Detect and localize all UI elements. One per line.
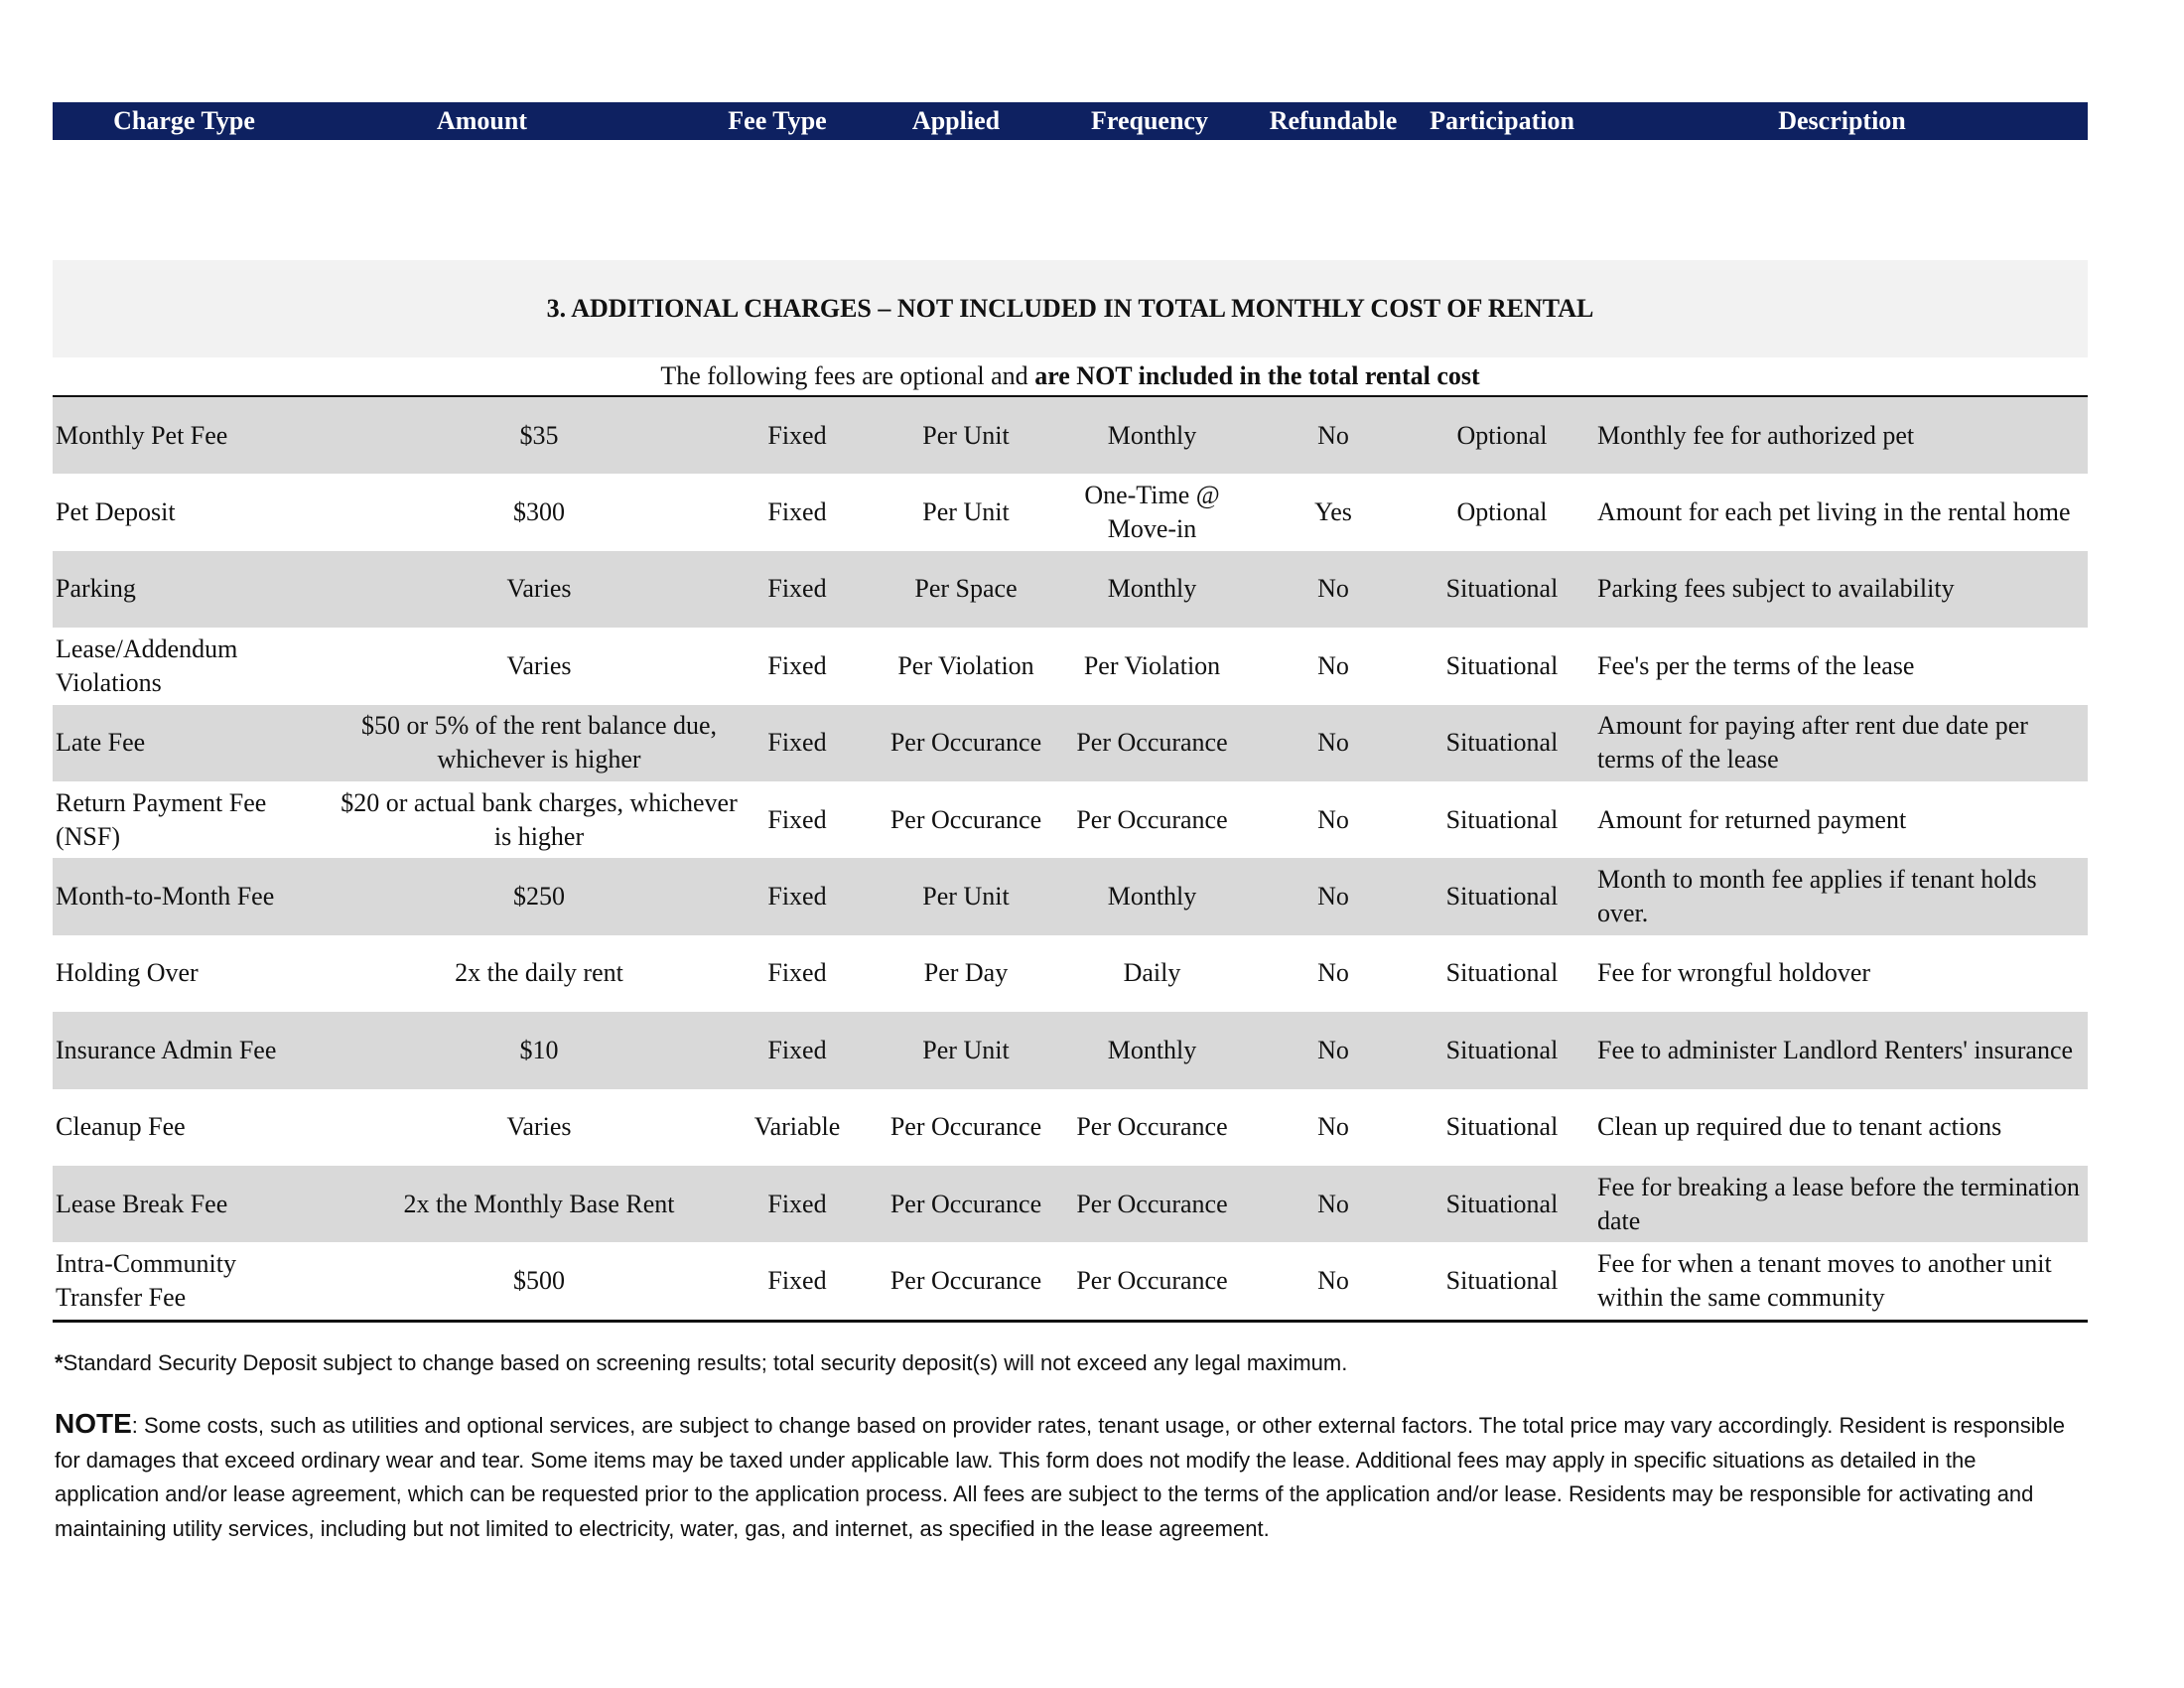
col-description: Description: [1778, 106, 1906, 135]
fee-type-cell: Variable: [753, 1112, 841, 1142]
applied-cell: Per Unit: [922, 420, 1010, 450]
footnote: [55, 1350, 2080, 1376]
amount-cell: $50 or 5% of the rent balance due, whichever is higher: [360, 711, 718, 774]
fee-type-cell: Fixed: [767, 574, 827, 604]
applied-cell: Per Space: [914, 574, 1018, 604]
charge-type-cell: Pet Deposit: [56, 497, 176, 527]
table-row: [53, 1089, 2088, 1166]
participation-cell: Situational: [1445, 804, 1559, 834]
charge-type-cell: Holding Over: [56, 958, 199, 988]
fee-type-cell: Fixed: [767, 1265, 827, 1295]
table-row: [53, 705, 2088, 781]
participation-cell: Situational: [1445, 882, 1559, 912]
table-row: [53, 858, 2088, 934]
section-title: 3. ADDITIONAL CHARGES – NOT INCLUDED IN TOTAL MONTHLY COST OF RENTAL: [53, 260, 2088, 357]
charge-type-cell: Return Payment Fee (NSF): [56, 787, 267, 851]
col-charge-type: Charge Type: [113, 106, 255, 135]
applied-cell: Per Occurance: [889, 1112, 1042, 1142]
fee-type-cell: Fixed: [767, 958, 827, 988]
applied-cell: Per Occurance: [889, 1265, 1042, 1295]
refundable-cell: No: [1317, 958, 1349, 988]
frequency-cell: Monthly: [1107, 882, 1197, 912]
participation-cell: Situational: [1445, 1265, 1559, 1295]
fee-type-cell: Fixed: [767, 650, 827, 680]
fee-type-cell: Fixed: [767, 882, 827, 912]
refundable-cell: No: [1317, 882, 1349, 912]
table-row: [53, 1242, 2088, 1319]
table-row: [53, 551, 2088, 628]
amount-cell: Varies: [506, 574, 572, 604]
charges-table: [53, 397, 2088, 1323]
amount-cell: $20 or actual bank charges, whichever is higher: [341, 787, 738, 851]
charge-type-cell: Intra-Community Transfer Fee: [56, 1248, 236, 1312]
description-cell: Amount for paying after rent due date per terms of the lease: [1597, 711, 2028, 774]
participation-cell: Situational: [1445, 1189, 1559, 1218]
description-cell: Month to month fee applies if tenant holds over.: [1597, 865, 2037, 928]
refundable-cell: No: [1317, 650, 1349, 680]
col-amount: Amount: [436, 106, 527, 135]
fee-type-cell: Fixed: [767, 420, 827, 450]
footnote-star: *: [55, 1350, 64, 1375]
description-cell: Fee's per the terms of the lease: [1597, 650, 1915, 680]
charge-type-cell: Insurance Admin Fee: [56, 1035, 277, 1064]
col-participation: Participation: [1430, 106, 1574, 135]
refundable-cell: No: [1317, 574, 1349, 604]
table-row: [53, 1166, 2088, 1242]
refundable-cell: Yes: [1314, 497, 1352, 527]
charge-type-cell: Monthly Pet Fee: [56, 420, 228, 450]
table-row: [53, 628, 2088, 704]
applied-cell: Per Unit: [922, 497, 1010, 527]
frequency-cell: Monthly: [1107, 574, 1197, 604]
description-cell: Clean up required due to tenant actions: [1597, 1112, 2002, 1142]
participation-cell: Situational: [1445, 958, 1559, 988]
frequency-cell: Per Occurance: [1076, 1189, 1228, 1218]
frequency-cell: Per Occurance: [1076, 1112, 1228, 1142]
participation-cell: Situational: [1445, 650, 1559, 680]
applied-cell: Per Violation: [897, 650, 1034, 680]
description-cell: Fee for breaking a lease before the termination date: [1597, 1172, 2080, 1235]
fee-type-cell: Fixed: [767, 497, 827, 527]
charge-type-cell: Late Fee: [56, 728, 146, 758]
amount-cell: $35: [519, 420, 559, 450]
refundable-cell: No: [1317, 420, 1349, 450]
section-subtitle: [53, 357, 2088, 397]
amount-cell: $300: [513, 497, 565, 527]
applied-cell: Per Unit: [922, 882, 1010, 912]
amount-cell: $500: [513, 1265, 565, 1295]
frequency-cell: Monthly: [1107, 1035, 1197, 1064]
fee-type-cell: Fixed: [767, 1035, 827, 1064]
frequency-cell: Monthly: [1107, 420, 1197, 450]
refundable-cell: No: [1317, 728, 1349, 758]
amount-cell: Varies: [506, 650, 572, 680]
charge-type-cell: Lease Break Fee: [56, 1189, 228, 1218]
charge-type-cell: Parking: [56, 574, 136, 604]
col-refundable: Refundable: [1269, 106, 1398, 135]
refundable-cell: No: [1317, 1265, 1349, 1295]
applied-cell: Per Occurance: [889, 804, 1042, 834]
note-text: : Some costs, such as utilities and optional services, are subject to change based on provider rates, tenant usage, or other external factors. The total price may vary accordingly. Resident is responsible for damages that exceed ordinary wear and tear. Some items may be taxed under applicable law. This form does not modify the lease. Additional fees may apply in specific situations as detailed in the application and/or lease agreement, which can be requested prior to the application process. All fees are subject to the terms of the application and/or lease. Residents may be responsible for activating and maintaining utility services, including but not limited to electricity, water, gas, and internet, as specified in the lease agreement.: [55, 1413, 2065, 1541]
fee-type-cell: Fixed: [767, 728, 827, 758]
table-row: [53, 781, 2088, 858]
description-cell: Amount for each pet living in the rental home: [1597, 497, 2071, 527]
amount-cell: $10: [519, 1035, 559, 1064]
subtitle-plain: The following fees are optional and: [660, 361, 1035, 390]
frequency-cell: One-Time @ Move-in: [1084, 481, 1220, 544]
charge-type-cell: Month-to-Month Fee: [56, 882, 275, 912]
applied-cell: Per Day: [923, 958, 1009, 988]
applied-cell: Per Occurance: [889, 1189, 1042, 1218]
table-row: [53, 1012, 2088, 1088]
table-row: [53, 474, 2088, 550]
fee-type-cell: Fixed: [767, 804, 827, 834]
participation-cell: Optional: [1456, 497, 1548, 527]
description-cell: Monthly fee for authorized pet: [1597, 420, 1915, 450]
table-row: [53, 397, 2088, 474]
refundable-cell: No: [1317, 1035, 1349, 1064]
col-fee-type: Fee Type: [728, 106, 827, 135]
frequency-cell: Per Occurance: [1076, 804, 1228, 834]
description-cell: Fee to administer Landlord Renters' insurance: [1597, 1035, 2074, 1064]
participation-cell: Situational: [1445, 574, 1559, 604]
col-applied: Applied: [911, 106, 1001, 135]
frequency-cell: Per Occurance: [1076, 728, 1228, 758]
frequency-cell: Daily: [1123, 958, 1181, 988]
amount-cell: 2x the Monthly Base Rent: [403, 1189, 675, 1218]
description-cell: Fee for when a tenant moves to another unit within the same community: [1597, 1248, 2052, 1312]
note-label: NOTE: [55, 1408, 132, 1439]
description-cell: Parking fees subject to availability: [1597, 574, 1955, 604]
charge-type-cell: Cleanup Fee: [56, 1112, 186, 1142]
applied-cell: Per Unit: [922, 1035, 1010, 1064]
fee-type-cell: Fixed: [767, 1189, 827, 1218]
table-row: [53, 935, 2088, 1012]
refundable-cell: No: [1317, 804, 1349, 834]
frequency-cell: Per Occurance: [1076, 1265, 1228, 1295]
amount-cell: $250: [513, 882, 565, 912]
amount-cell: Varies: [506, 1112, 572, 1142]
frequency-cell: Per Violation: [1083, 650, 1221, 680]
footnote-text: Standard Security Deposit subject to change based on screening results; total security deposit(s) will not exceed any legal maximum.: [63, 1350, 1348, 1375]
amount-cell: 2x the daily rent: [455, 958, 623, 988]
col-frequency: Frequency: [1091, 106, 1208, 135]
refundable-cell: No: [1317, 1189, 1349, 1218]
applied-cell: Per Occurance: [889, 728, 1042, 758]
subtitle-bold: are NOT included in the total rental cost: [1034, 361, 1480, 390]
note: [55, 1407, 2080, 1546]
description-cell: Amount for returned payment: [1597, 804, 1907, 834]
participation-cell: Situational: [1445, 1035, 1559, 1064]
participation-cell: Situational: [1445, 728, 1559, 758]
description-cell: Fee for wrongful holdover: [1597, 958, 1871, 988]
refundable-cell: No: [1317, 1112, 1349, 1142]
participation-cell: Optional: [1456, 420, 1548, 450]
charge-type-cell: Lease/Addendum Violations: [56, 633, 238, 697]
participation-cell: Situational: [1445, 1112, 1559, 1142]
table-header: [53, 102, 2088, 140]
